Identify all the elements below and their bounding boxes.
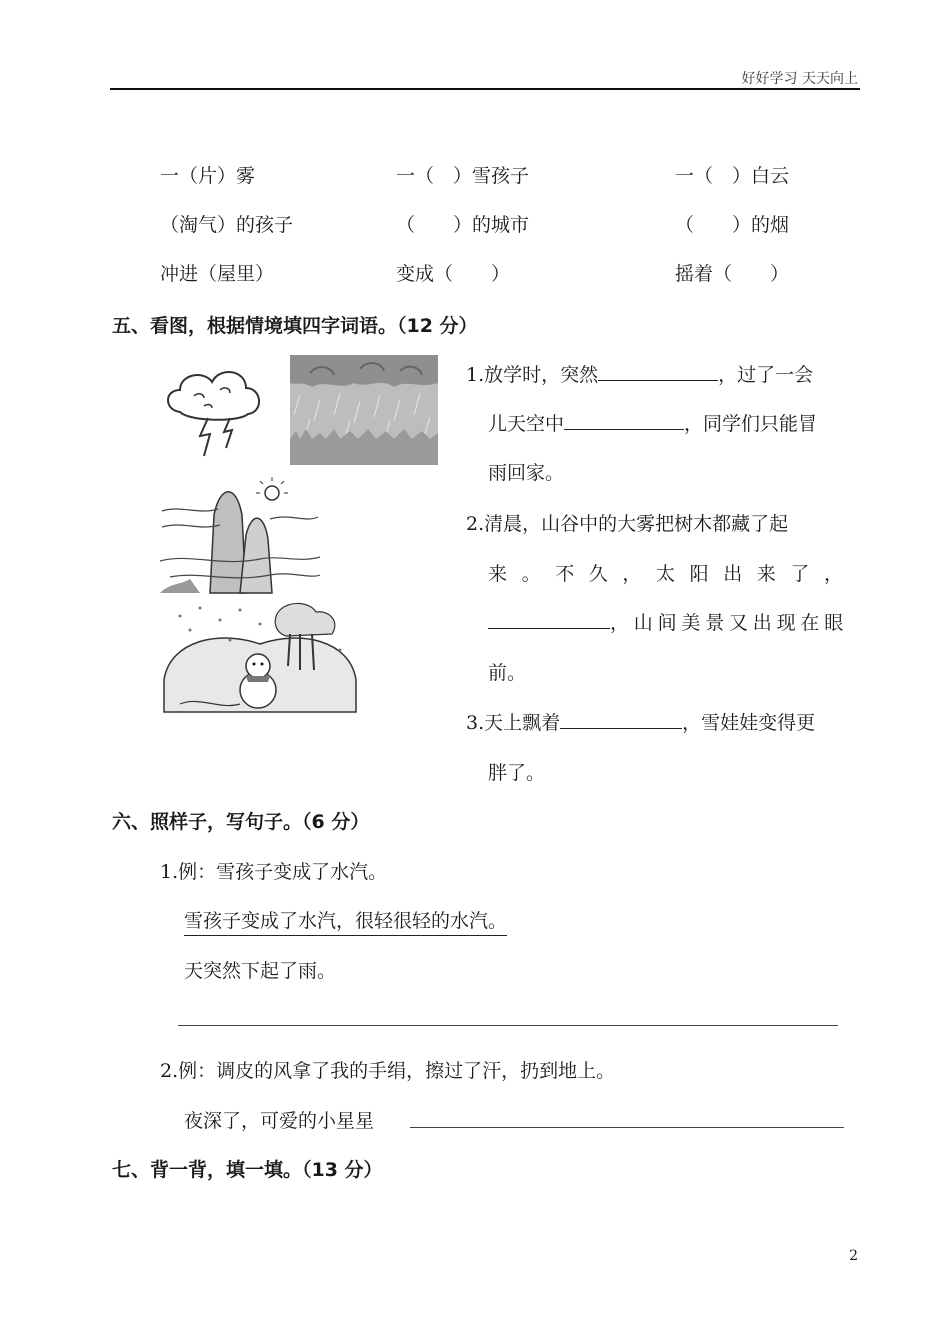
s4-r2-c2: （ ）的城市 [396,214,530,236]
s6-answer-line1[interactable] [178,1025,838,1026]
s4-r3-c2: 变成（ ） [396,263,511,285]
s5-q1-text-b: ，过了一会 [718,364,814,386]
thundercloud-picture [160,360,270,466]
s5-q3-blank[interactable] [560,710,682,729]
s4-r1-c2: 一（ ）雪孩子 [396,165,530,187]
s5-q1-text-c: 儿天空中 [488,413,565,435]
s4-r1-c1: 一（片）雾 [160,165,256,187]
s4-r3-c1: 冲进（屋里） [160,263,275,285]
s5-q2-num: 2. [466,513,485,535]
foggy-mountain-picture [160,475,320,595]
header-rule [110,88,860,90]
s5-q2-text-a: 清晨，山谷中的大雾把树木都藏了起 [484,513,789,535]
snowman-picture [160,600,360,718]
s5-q1-text-d: ，同学们只能冒 [684,413,818,435]
s5-q3-text-b: ，雪娃娃变得更 [682,712,816,734]
section6-title: 六、照样子，写句子。（6 分） [112,811,370,833]
header-motto: 好好学习 天天向上 [741,71,858,87]
s5-q2-blank[interactable] [488,610,610,629]
s5-q3-line2: 胖了。 [488,762,546,784]
s5-q1-num: 1. [466,364,485,386]
s5-q1-line3: 雨回家。 [488,462,565,484]
s4-r2-c1: （淘气）的孩子 [160,214,294,236]
s5-q2-line4: 前。 [488,662,527,684]
s5-q2-line2: 来。不久，太阳出来了， [488,563,858,585]
s5-q3-line1 [466,708,815,735]
s5-q3-num: 3. [466,712,485,734]
s6-example1: 1.例：雪孩子变成了水汽。 [160,861,388,883]
s4-r3-c3: 摇着（ ） [675,263,790,285]
section5-title: 五、看图，根据情境填四字词语。（12 分） [112,315,478,337]
s5-q2-line1 [466,509,788,536]
s5-q1-blank2[interactable] [564,411,684,430]
s5-q1-blank1[interactable] [598,362,718,381]
s5-q1-line2 [488,409,817,436]
s4-r2-c3: （ ）的烟 [675,214,790,236]
s5-q2-line3 [488,608,848,635]
s6-prompt2: 夜深了，可爱的小星星 [184,1110,375,1132]
s5-q3-text-a: 天上飘着 [484,712,561,734]
s5-q1-text-a: 放学时，突然 [484,364,599,386]
page-number: 2 [849,1248,858,1264]
s4-r1-c3: 一（ ）白云 [675,165,790,187]
s6-example2: 2.例：调皮的风拿了我的手绢，擦过了汗，扔到地上。 [160,1060,616,1082]
s5-q2-text-c: ，山间美景又出现在眼 [610,612,849,634]
s6-answer-line2[interactable] [410,1127,844,1128]
rain-picture [290,355,438,465]
section7-title: 七、背一背，填一填。（13 分） [112,1159,383,1181]
s6-prompt1: 天突然下起了雨。 [184,960,337,982]
s5-q1-line1 [466,360,813,387]
s6-example1-model: 雪孩子变成了水汽，很轻很轻的水汽。 [184,906,507,936]
